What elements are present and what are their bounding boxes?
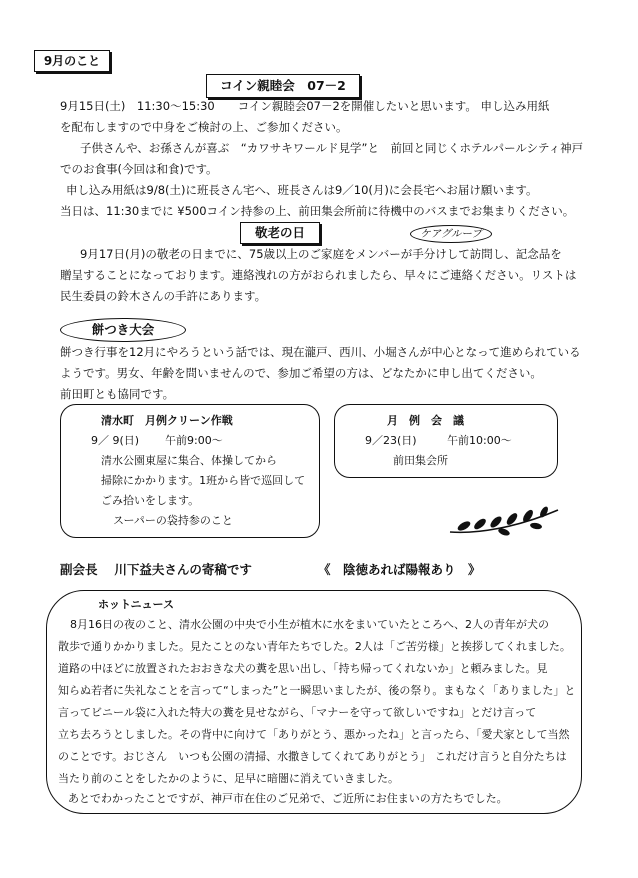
hot-news-subheading: ホットニュース [98,598,175,611]
mochi-line-3: 前田町とも協同です。 [60,387,175,401]
news-line-6: 立ち去ろうとしました。その背中に向けて「ありがとう、悪かったね」と言ったら、「愛犬家として当然 [58,728,570,741]
coin-line-4: でのお食事(今回は和食)です。 [60,162,218,176]
meeting-notice-box [334,404,558,478]
meeting-date: 9／23(日) [365,434,417,447]
coin-line-5: 申し込み用紙は9/8(土)に班長さん宅へ、班長さんは9／10(月)に会長宅へお届け願います。 [66,183,538,197]
clean-notice-box [60,404,320,538]
news-line-1: 8月16日の夜のこと、清水公園の中央で小生が植木に水をまいていたところへ、2人の青年が犬の [70,618,549,631]
news-line-5: 言ってビニール袋に入れた特大の糞を見せながら、「マナーを守って欲しいですね」とだけ言って [58,706,537,719]
clean-line-1: 清水公園東屋に集合、体操してから [101,454,277,467]
contribution-heading: 副会長 川下益夫さんの寄稿です [60,562,252,577]
meeting-title: 月 例 会 議 [387,414,464,427]
news-line-2: 散歩で通りかかりました。見たことのない青年たちでした。2人は「ご苦労様」と挨拶してくれました。 [58,640,571,653]
clean-line-4: スーパーの袋持参のこと [113,514,233,527]
clean-line-3: ごみ拾いをします。 [101,494,200,507]
news-line-8: 当たり前のことをしたかのように、足早に暗闇に消えていきました。 [58,772,399,785]
keirou-line-1: 9月17日(月)の敬老の日までに、75歳以上のご家庭をメンバーが手分けして訪問し、記念品を [80,247,562,261]
care-group-tag [410,225,492,243]
meeting-time: 午前10:00～ [447,434,512,447]
mochi-line-1: 餅つき行事を12月にやろうという話では、現在瀧戸、西川、小堀さんが中心となって進められている [60,345,581,359]
keirou-line-2: 贈呈することになっております。連絡洩れの方がおられましたら、早々にご連絡ください。リストは [60,268,577,282]
clean-line-2: 掃除にかかります。1班から皆で巡回して [101,474,306,487]
meeting-place: 前田集会所 [393,454,448,467]
clean-time: 午前9:00～ [165,434,223,447]
month-tag-label: 9月のこと [43,54,101,68]
month-tag [34,50,110,72]
keirou-line-3: 民生委員の鈴木さんの手許にあります。 [60,289,267,303]
clean-title: 清水町 月例クリーン作戦 [101,414,233,427]
coin-line-2: を配布しますので中身をご検討の上、ご参加ください。 [60,120,348,134]
leaf-vine-decoration [446,504,566,538]
coin-line-1: 9月15日(土) 11:30～15:30 コイン親睦会07－2を開催したいと思います。 申し込み用紙 [60,99,550,113]
contribution-motto: 《 陰徳あれば陽報あり 》 [318,562,481,577]
keirou-title [240,222,320,244]
news-line-9: あとでわかったことですが、神戸市在住のご兄弟で、ご近所にお住まいの方たちでした。 [68,792,508,805]
clean-date: 9／ 9(日) [91,434,140,447]
coin-line-3: 子供さんや、お孫さんが喜ぶ “カワサキワールド見学”と 前回と同じくホテルパールシティ神戸 [80,141,584,155]
care-group-tag-text: ケアグループ [420,228,482,240]
mochi-title-text: 餅つき大会 [91,322,155,337]
coin-title [206,74,360,98]
news-line-4: 知らぬ若者に失礼なことを言って“しまった”と一瞬思いましたが、後の祭り。まもなく「ありました」と [58,684,576,697]
coin-title-text: コイン親睦会 07－2 [220,78,346,93]
keirou-title-text: 敬老の日 [254,225,305,240]
mochi-line-2: ようです。男女、年齢を問いませんので、参加ご希望の方は、どなたかに申し出てください。 [60,366,542,380]
news-line-7: のことです。おじさん いつも公園の清掃、水撒きしてくれてありがとう」 これだけ言うと自分たちは [58,750,567,763]
mochi-title [60,318,186,342]
coin-line-6: 当日は、11:30までに ¥500コイン持参の上、前田集会所前に待機中のバスまでお集まりください。 [60,204,575,218]
news-line-3: 道路の中ほどに放置されたおおきな犬の糞を思い出し、「持ち帰ってくれないか」と頼みました。見 [58,662,548,675]
